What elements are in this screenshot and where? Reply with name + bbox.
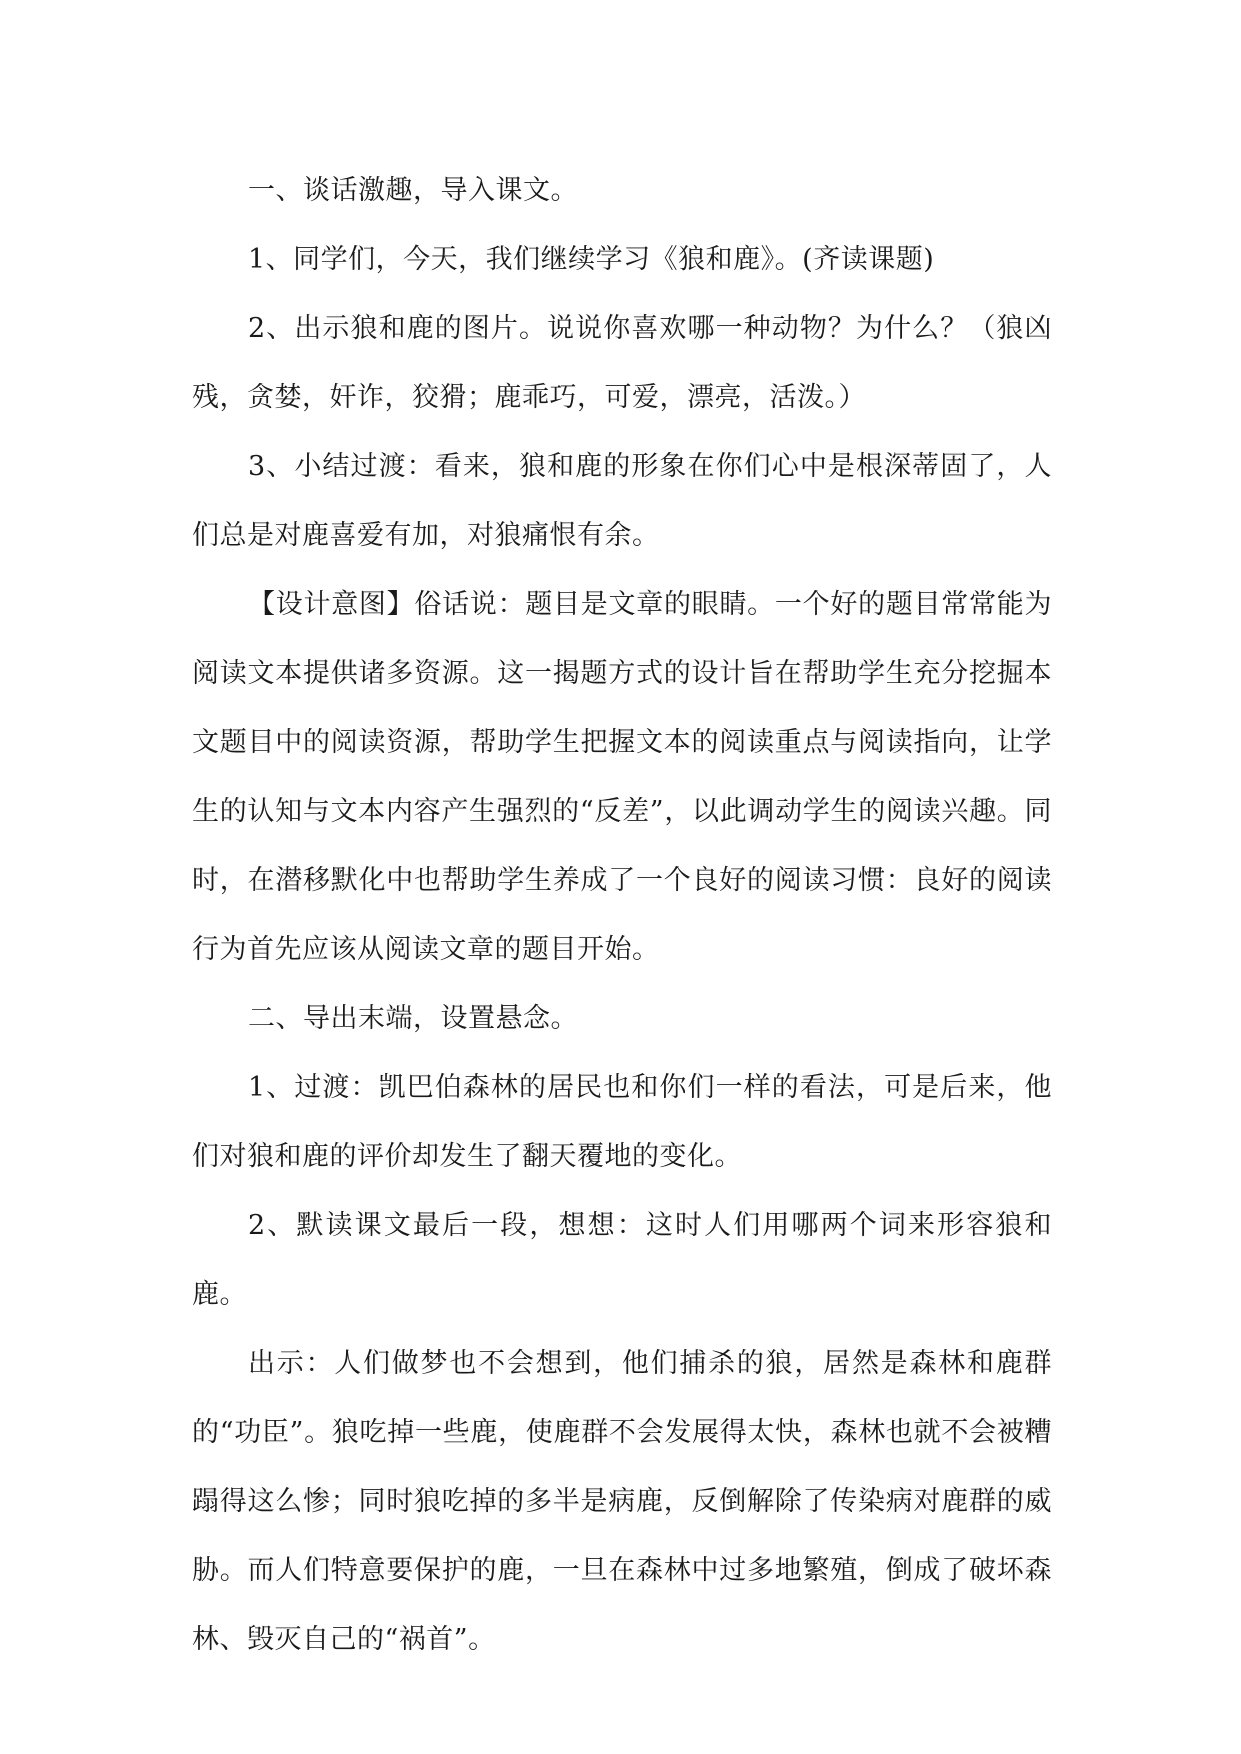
paragraph-silent-reading: 2、默读课文最后一段，想想：这时人们用哪两个词来形容狼和鹿。 [192,1210,1052,1310]
section-heading-2: 二、导出末端，设置悬念。 [248,1003,578,1034]
section-heading-1: 一、谈话激趣，导入课文。 [248,175,578,206]
design-intent-paragraph: 【设计意图】俗话说：题目是文章的眼睛。一个好的题目常常能为阅读文本提供诸多资源。这一揭题方式的设计旨在帮助学生充分挖掘本文题目中的阅读资源，帮助学生把握文本的阅读重点与阅读指向，让学生的认知与文本内容产生强烈的“反差”，以此调动学生的阅读兴趣。同时，在潜移默化中也帮助学生养成了一个良好的阅读习惯：良好的阅读行为首先应该从阅读文章的题目开始。 [192,589,1052,965]
paragraph-step-2: 2、出示狼和鹿的图片。说说你喜欢哪一种动物？为什么？（狼凶残，贪婪，奸诈，狡猾；鹿乖巧，可爱，漂亮，活泼。） [192,313,1052,413]
paragraph-excerpt: 出示：人们做梦也不会想到，他们捕杀的狼，居然是森林和鹿群的“功臣”。狼吃掉一些鹿，使鹿群不会发展得太快，森林也就不会被糟蹋得这么惨；同时狼吃掉的多半是病鹿，反倒解除了传染病对鹿群的威胁。而人们特意要保护的鹿，一旦在森林中过多地繁殖，倒成了破坏森林、毁灭自己的“祸首”。 [192,1348,1052,1655]
paragraph-step-1: 1、同学们，今天，我们继续学习《狼和鹿》。(齐读课题) [248,244,935,275]
paragraph-step-3: 3、小结过渡：看来，狼和鹿的形象在你们心中是根深蒂固了，人们总是对鹿喜爱有加，对狼痛恨有余。 [192,451,1052,551]
paragraph-transition: 1、过渡：凯巴伯森林的居民也和你们一样的看法，可是后来，他们对狼和鹿的评价却发生了翻天覆地的变化。 [192,1072,1052,1172]
document-body [192,156,1052,1674]
